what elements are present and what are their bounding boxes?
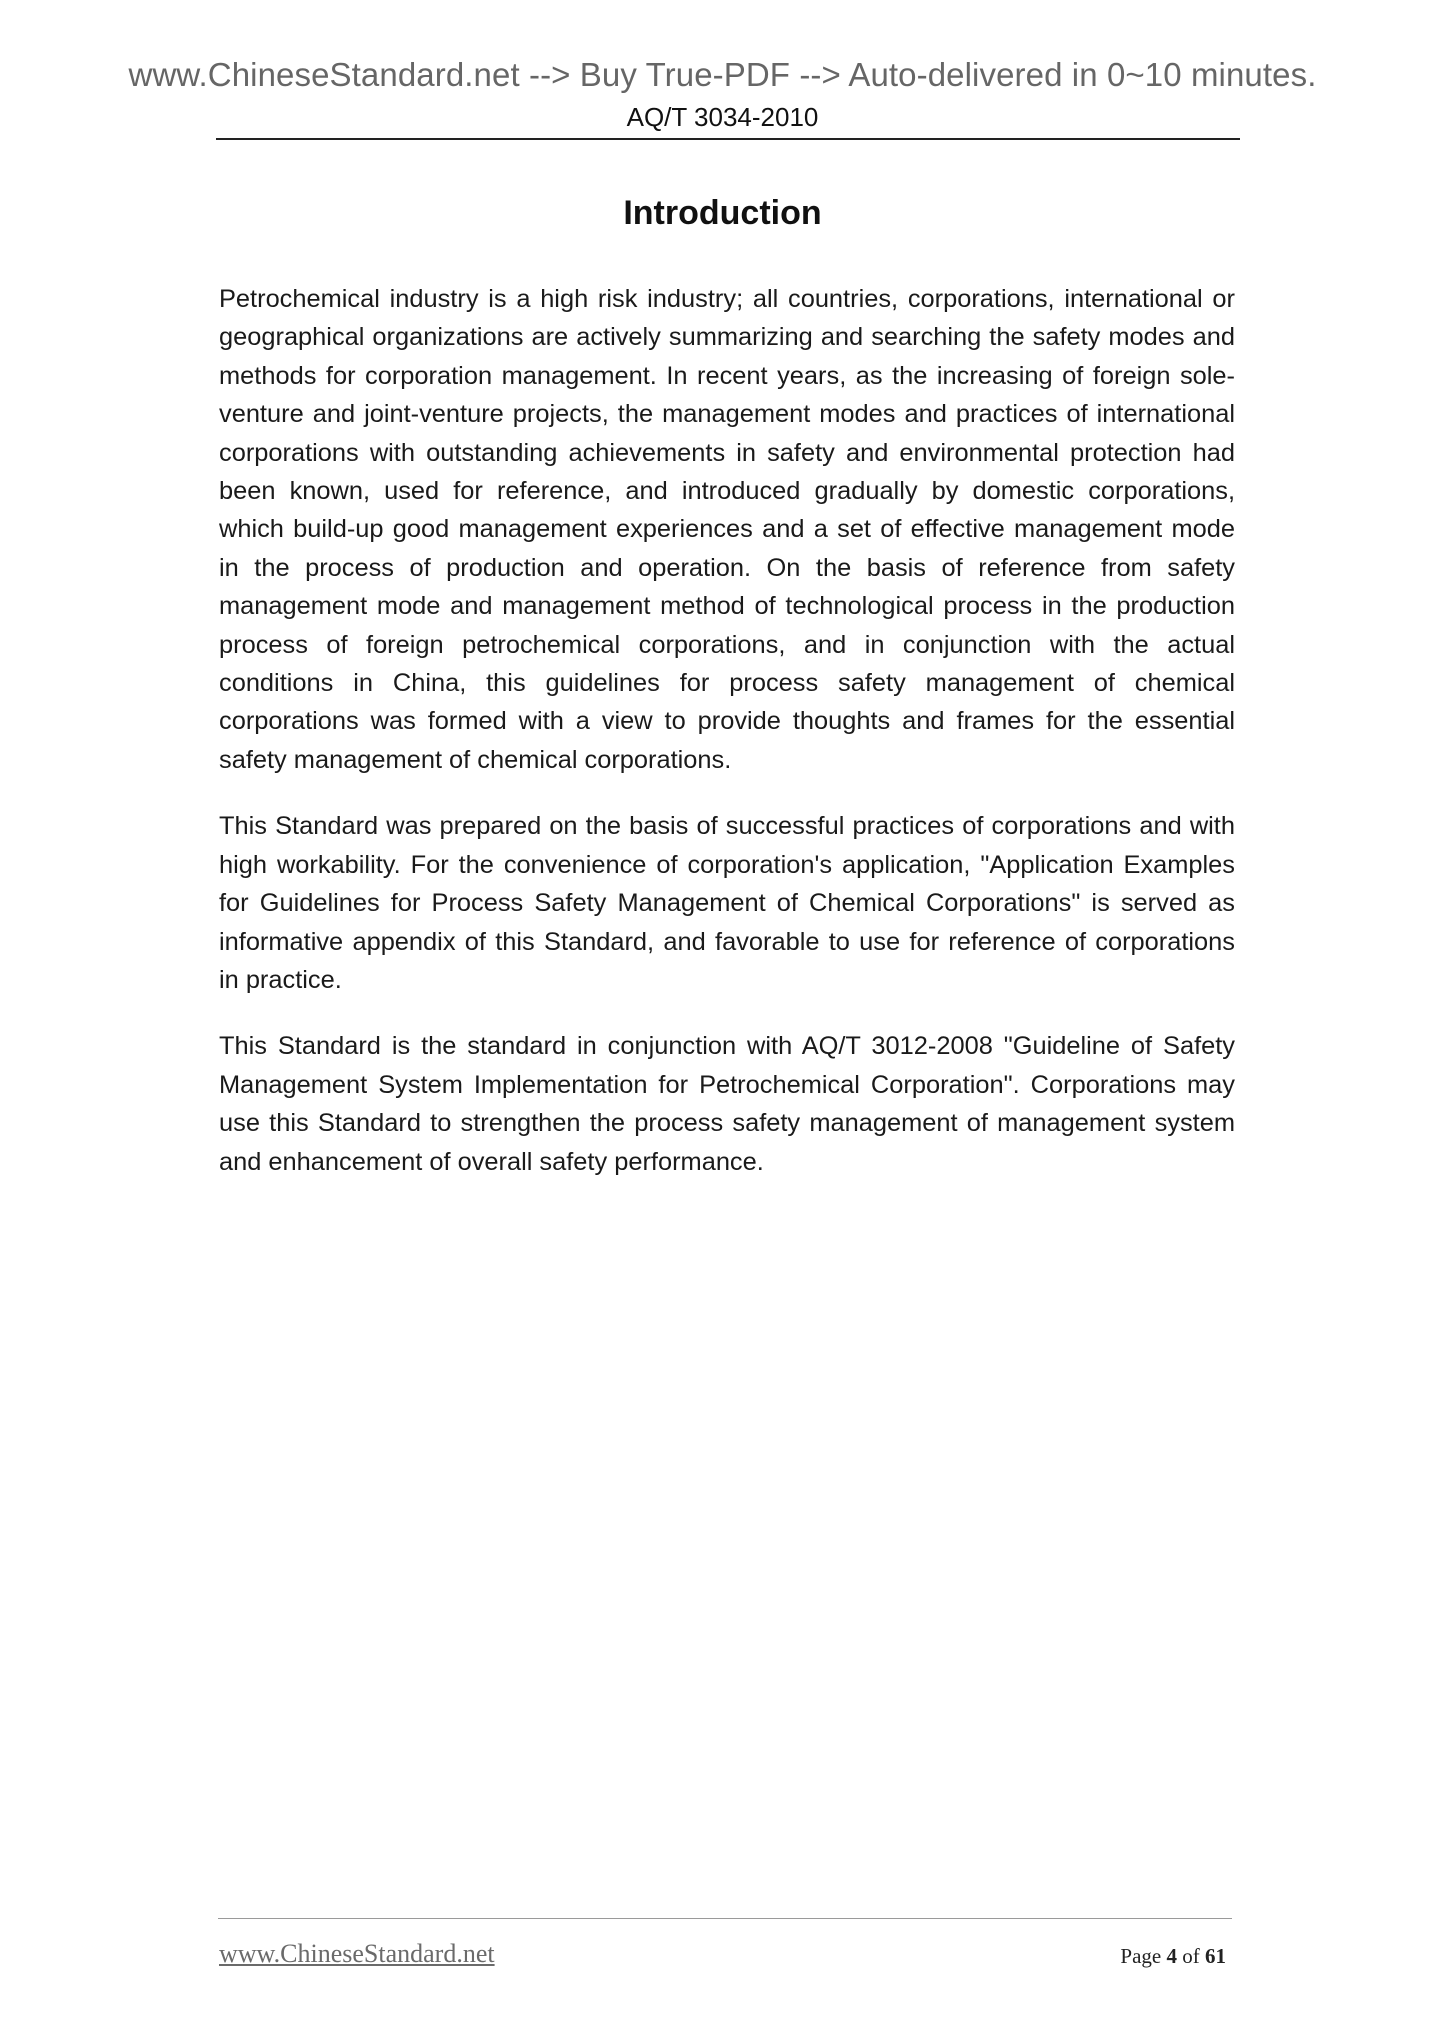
page-current: 4 — [1166, 1944, 1177, 1968]
page-total: 61 — [1205, 1944, 1226, 1968]
footer-website-link[interactable]: www.ChineseStandard.net — [219, 1939, 495, 1968]
page-label: Page — [1120, 1944, 1162, 1968]
paragraph-3: This Standard is the standard in conjunction with AQ/T 3012-2008 "Guideline of Safety Management System Implementation for Petrochemical Corporation". Corporations may use this Standard to strengthen the process safety management of management system and enhancement of overall safety performance. — [219, 1032, 1235, 1176]
page-of-label: of — [1182, 1944, 1200, 1968]
page-title: Introduction — [623, 194, 822, 232]
standard-code: AQ/T 3034-2010 — [626, 102, 819, 132]
footer-divider — [218, 1918, 1232, 1919]
site-banner: www.ChineseStandard.net --> Buy True-PDF --> Auto-delivered in 0~10 minutes. — [128, 56, 1317, 93]
page-number — [1120, 1946, 1226, 1967]
header-divider — [216, 138, 1240, 140]
intro-body — [219, 280, 1235, 1209]
paragraph-1: Petrochemical industry is a high risk industry; all countries, corporations, international or geographical organizations are actively summarizing and searching the safety modes and methods for corporation management. In recent years, as the increasing of foreign sole-venture and joint-venture projects, the management modes and practices of international corporations with outstanding achievements in safety and environmental protection had been known, used for reference, and introduced gradually by domestic corporations, which build-up good management experiences and a set of effective management mode in the process of production and operation. On the basis of reference from safety management mode and management method of technological process in the production process of foreign petrochemical corporations, and in conjunction with the actual conditions in China, this guidelines for process safety management of chemical corporations was formed with a view to provide thoughts and frames for the essential safety management of chemical corporations. — [219, 285, 1235, 774]
paragraph-2: This Standard was prepared on the basis of successful practices of corporations and with high workability. For the convenience of corporation's application, "Application Examples for Guidelines for Process Safety Management of Chemical Corporations" is served as informative appendix of this Standard, and favorable to use for reference of corporations in practice. — [219, 812, 1235, 994]
